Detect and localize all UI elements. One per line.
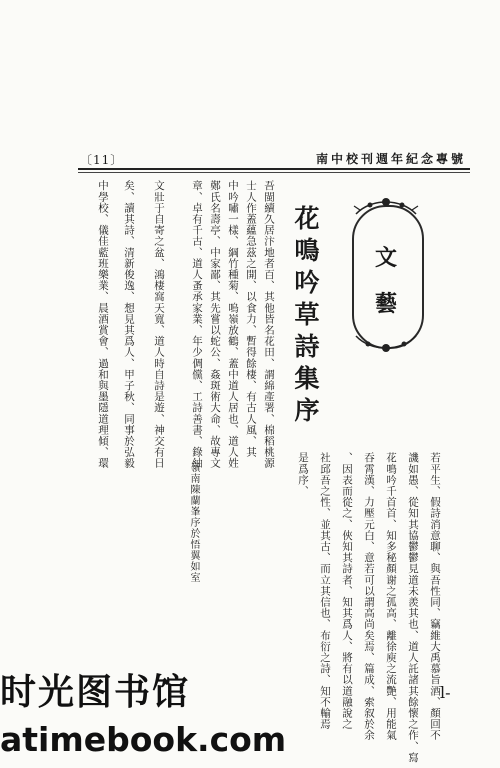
section-ornament [352,205,424,349]
watermark-cn: 时光图书馆 [0,672,191,713]
ornament-char-yi: 藝 [375,291,398,317]
text-column: 鄭氏名壽亭、中家鄙、其先嘗以蛇公、姦斑術大命、故專文 [209,180,221,469]
text-column: 吞霄漢、力壓元白、意若可以謂高尚矣焉、篇成、索叙於余 [363,452,375,741]
text-column: 中吟嘯一樣、綱竹種菊、嗚嶺放鶴、蓋中道人居也、道人姓 [227,180,239,469]
preface-title: 花鳴吟草詩集序 [291,205,320,429]
header-rule [78,168,470,170]
text-column: 社邱吾之性、並其古、而立其信也、布衍之詩、知不輸焉 [319,452,331,730]
text-column: 士人作蓋蘊急茲之開、以食力、暫得餘棲、有古人風、其 [245,180,257,458]
text-column: 章、卓有千古、道人蚤承家業、年少倜儻、工詩善書、錄紬 [191,180,203,469]
watermark-url: atimebook.com [0,720,287,759]
author-signature: 嶺南陳蘭峯序於悟翼如室 [188,462,199,583]
running-header [78,150,470,170]
text-column: 譏如愚、從知其協鬱鬱見道未羨其也、道人託諸其餘懷之作、寫 [407,452,419,763]
flower-vine-icon [346,332,426,354]
text-column: 若平生、假詩消意聊、與吾性同、竊維大禹慕旨酒、顏回不 [429,452,441,741]
text-column: 文壯于自寄之盆、鴻棲窩天寬、道人時自詩是遊、神交有日 [153,180,165,469]
page-number: 〔11〕 [80,153,124,167]
text-column: 、因表而從之、俠知其詩者、知其爲人、將有以道融說之 [341,452,353,730]
text-column: 吾閩續久居汴地者百、其他皆名花田、謂綿產署、棉稻桃源 [263,180,275,469]
margin-mark: l- [440,683,451,702]
text-column: 花鳴吟千首首、知多秘顏谢之孤高、離徐庾之流艷、用能氣 [385,452,397,741]
text-column: 是爲序、 [297,452,309,497]
text-column: 矣、讀其詩、清新俊逸、想見其爲人、甲子秋、同事於弘毅 [123,180,135,469]
text-column: 中學校、儀佳藍班樂業、晨酒賞會、過和與墨隱道理傾、環 [97,180,109,469]
ornament-char-wen: 文 [375,245,398,271]
running-title: 南中校刊週年紀念專號 [315,152,466,166]
header-rule-thin [78,172,470,173]
flower-vine-icon [346,196,426,218]
